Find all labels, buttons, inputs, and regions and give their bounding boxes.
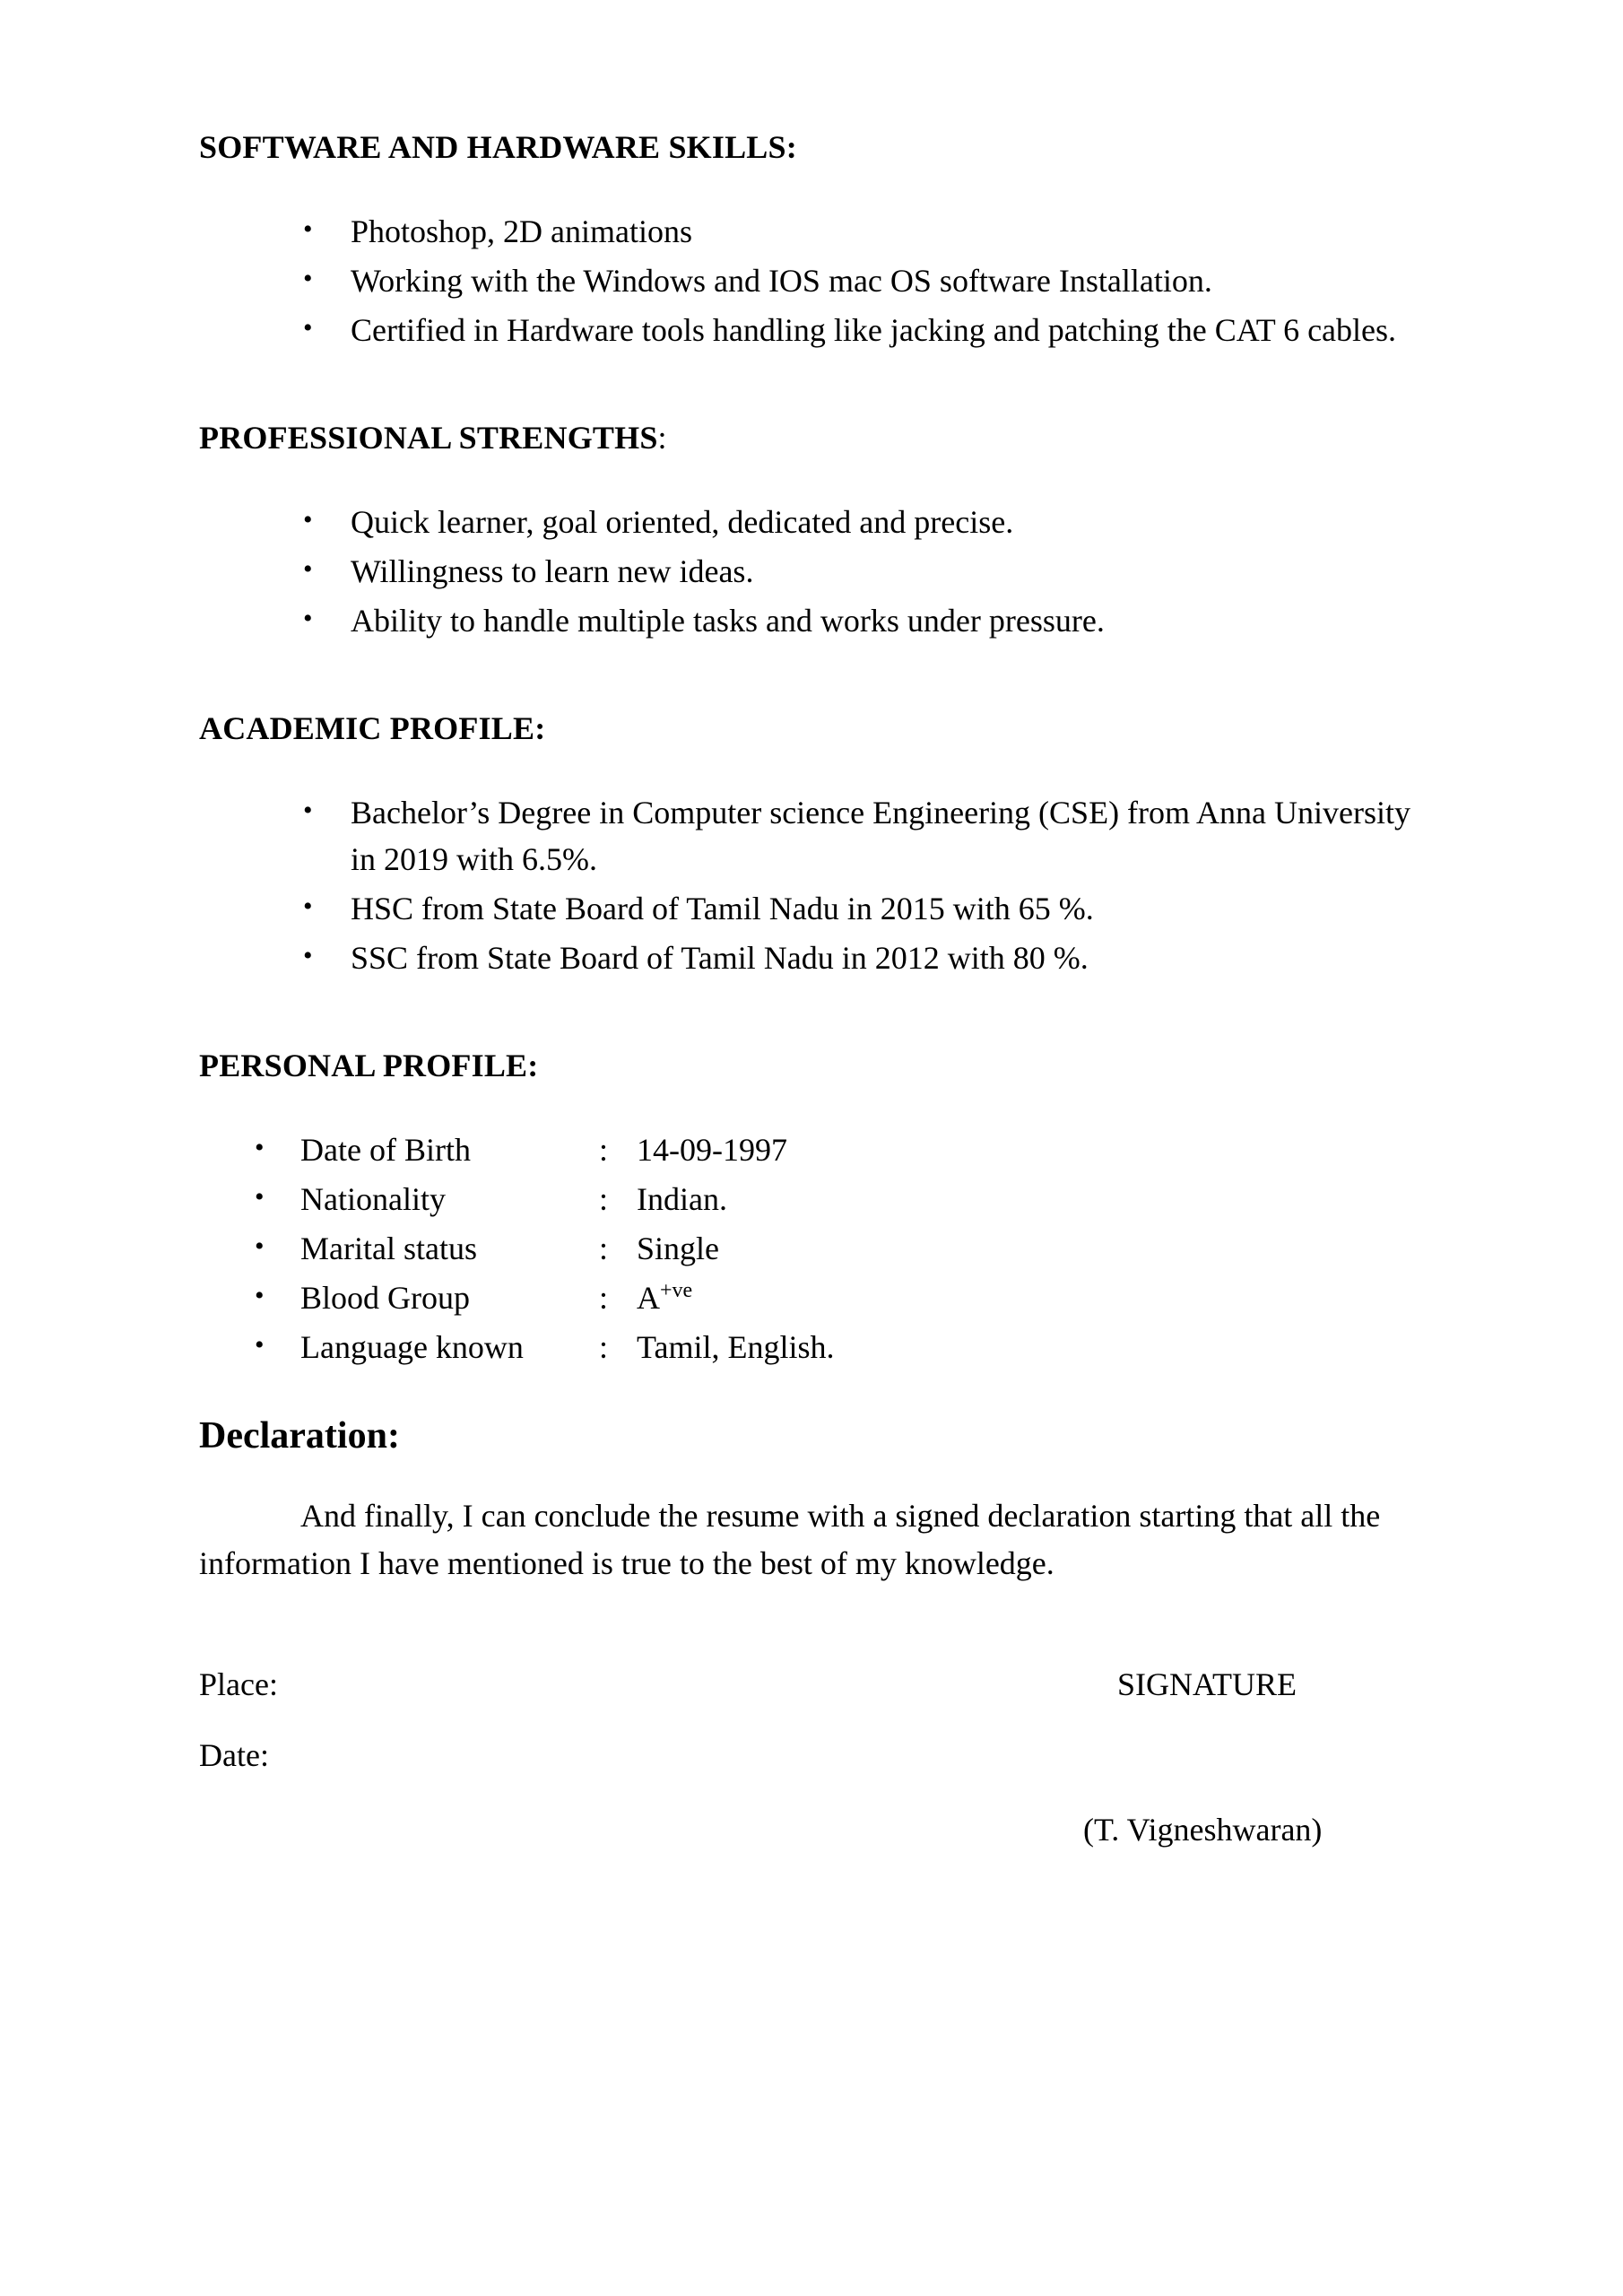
bullet-icon: • (255, 1133, 265, 1162)
bullet-item (199, 257, 1435, 304)
date-label: Date: (199, 1737, 269, 1773)
declaration-body: And finally, I can conclude the resume with a signed declaration starting that all the information I have mentioned is true to the best of my knowledge. (199, 1498, 1381, 1581)
footer-signatory-row (199, 1806, 1435, 1853)
signature-label: SIGNATURE (1117, 1666, 1298, 1702)
section-software-hardware-skills (199, 126, 1435, 353)
bullet-icon: • (303, 604, 313, 633)
bullet-text: Working with the Windows and IOS mac OS software Installation. (351, 263, 1212, 299)
profile-label: Date of Birth (300, 1132, 471, 1168)
footer-date-row (199, 1732, 1435, 1779)
bullet-icon: • (255, 1182, 265, 1212)
bullet-text: Quick learner, goal oriented, dedicated and precise. (351, 504, 1014, 540)
section-heading-text: PROFESSIONAL STRENGTHS (199, 420, 658, 456)
profile-label: Marital status (300, 1231, 477, 1266)
profile-value: Indian. (637, 1181, 727, 1217)
bullet-text: Certified in Hardware tools handling like jacking and patching the CAT 6 cables. (351, 312, 1397, 348)
profile-label: Blood Group (300, 1280, 470, 1316)
profile-item-language-known (199, 1324, 1435, 1370)
place-label: Place: (199, 1666, 278, 1702)
profile-value: Single (637, 1231, 720, 1266)
bullet-icon: • (255, 1231, 265, 1261)
bullet-item (199, 597, 1435, 644)
bullet-icon: • (303, 941, 313, 970)
section-declaration (199, 1412, 1435, 1587)
bullet-list (199, 499, 1435, 644)
profile-item-date-of-birth (199, 1126, 1435, 1173)
bullet-text: HSC from State Board of Tamil Nadu in 2015 with 65 %. (351, 891, 1094, 926)
profile-separator: : (599, 1231, 609, 1266)
profile-label: Language known (300, 1329, 524, 1365)
profile-value: Tamil, English. (637, 1329, 835, 1365)
bullet-text: SSC from State Board of Tamil Nadu in 2012 with 80 %. (351, 940, 1089, 976)
profile-separator: : (599, 1132, 609, 1168)
section-heading-text: ACADEMIC PROFILE: (199, 710, 546, 746)
personal-profile-list (199, 1126, 1435, 1370)
bullet-list (199, 789, 1435, 981)
bullet-item (199, 885, 1435, 932)
bullet-icon: • (303, 313, 313, 343)
bullet-item (199, 499, 1435, 545)
profile-separator: : (599, 1181, 609, 1217)
declaration-heading: Declaration: (199, 1415, 400, 1457)
bullet-icon: • (303, 891, 313, 921)
bullet-text: Bachelor’s Degree in Computer science Engineering (CSE) from Anna University in 2019 with 6.5%. (351, 795, 1411, 877)
section-academic-profile (199, 707, 1435, 981)
bullet-icon: • (303, 554, 313, 584)
bullet-text: Photoshop, 2D animations (351, 213, 693, 249)
bullet-item (199, 208, 1435, 255)
bullet-item (199, 935, 1435, 981)
profile-separator: : (599, 1329, 609, 1365)
profile-item-blood-group (199, 1274, 1435, 1321)
section-heading-colon: : (657, 420, 667, 456)
signatory-name: (T. Vigneshwaran) (1083, 1812, 1323, 1848)
profile-item-marital-status (199, 1225, 1435, 1272)
section-heading-text: SOFTWARE AND HARDWARE SKILLS: (199, 129, 797, 165)
footer-place-row (199, 1661, 1435, 1708)
bullet-text: Willingness to learn new ideas. (351, 553, 754, 589)
bullet-icon: • (255, 1330, 265, 1360)
section-personal-profile (199, 1044, 1435, 1370)
bullet-item (199, 789, 1435, 883)
bullet-icon: • (303, 796, 313, 825)
bullet-icon: • (255, 1281, 265, 1310)
section-heading (199, 707, 1435, 750)
section-heading (199, 416, 1435, 459)
profile-separator: : (599, 1280, 609, 1316)
bullet-text: Ability to handle multiple tasks and works under pressure. (351, 603, 1105, 639)
bullet-item (199, 307, 1435, 353)
profile-label: Nationality (300, 1181, 446, 1217)
profile-item-nationality (199, 1176, 1435, 1222)
profile-value: $A^{+ve}$ (637, 1279, 693, 1316)
profile-value: 14-09-1997 (637, 1132, 787, 1168)
bullet-icon: • (303, 264, 313, 293)
section-professional-strengths (199, 416, 1435, 644)
bullet-item (199, 548, 1435, 595)
section-heading (199, 126, 1435, 169)
section-heading-text: PERSONAL PROFILE: (199, 1048, 539, 1083)
bullet-icon: • (303, 214, 313, 244)
document-content (199, 0, 1435, 1853)
blood-group-superscript: +ve (660, 1279, 693, 1302)
section-heading (199, 1044, 1435, 1087)
bullet-list (199, 208, 1435, 353)
bullet-icon: • (303, 505, 313, 535)
